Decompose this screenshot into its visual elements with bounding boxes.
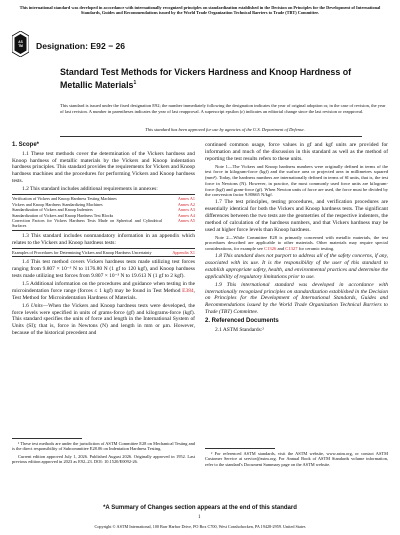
footnote-rule-right	[205, 448, 275, 449]
title-footnote-mark: 1	[133, 79, 137, 86]
annex-code-link[interactable]: Annex A5	[177, 217, 195, 223]
annex-label: Standardization of Vickers and Knoop Hardness Test Blocks	[12, 212, 114, 218]
header-rule	[60, 136, 362, 137]
appendix-code-link[interactable]: Appendix X1	[172, 249, 195, 255]
left-column	[12, 142, 195, 338]
paragraph-1-1: 1.1 These test methods cover the determination of the Vickers hardness and Knoop hardness of metallic materials by the Vickers and Knoop indentation hardness principles. This standard provides the requirements for Vickers and Knoop hardness machines and the procedures for performing Vickers and Knoop hardness tests.	[12, 150, 195, 184]
page-number: 1	[198, 515, 201, 520]
dod-approval-note: This standard has been approved for use by agencies of the U.S. Department of Defense.	[145, 127, 305, 132]
annex-code-link[interactable]: Annex A1	[177, 196, 195, 202]
annex-label: Standardization of Vickers and Knoop Indenters	[12, 207, 93, 213]
designation: Designation: E92 − 26	[36, 41, 126, 51]
annex-label: Vickers and Knoop Hardness Standardizing Machines	[12, 201, 103, 207]
svg-text:AS: AS	[18, 40, 23, 44]
annex-code-link[interactable]: Annex A4	[177, 212, 195, 218]
paragraph-1-7: 1.7 The test principles, testing procedures, and verification procedures are essentially identical for both the Vickers and Knoop hardness tests. The significant differences between the two tests are the geometries of the respective indenters, the method of calculation of the hardness numbers, and that Vickers hardness may be used at higher force levels than Knoop hardness.	[205, 199, 388, 233]
footnote-edition: Current edition approved July 1, 2026. Published August 2026. Originally approved in 1952. Last previous edition approved in 2023 as E92–23. DOI: 10.1520/E0092-26.	[12, 453, 195, 465]
c1327-link[interactable]: C1327	[285, 246, 298, 252]
astm-logo-icon	[12, 31, 29, 57]
scope-heading: 1. Scope*	[12, 142, 40, 148]
paragraph-2-1: 2.1 ASTM Standards:²	[215, 326, 264, 333]
note-2-text: Note 2—While Committee E28 is primarily concerned with metallic materials, the test procedures described are applicable to other materials. Other materials may require special considerations, for example see	[205, 234, 388, 252]
document-title	[60, 67, 380, 90]
paragraph-1-2: 1.2 This standard includes additional requirements in annexes:	[22, 186, 158, 193]
note-2	[205, 235, 388, 252]
c1326-link[interactable]: C1326	[264, 246, 277, 252]
title-text: Standard Test Methods for Vickers Hardness and Knoop Hardness of Metallic Materials	[60, 67, 352, 90]
paragraph-1-5-text: 1.5 Additional information on the procedures and guidance when testing in the microindentation force range (forces ≤ 1 kgf) may be found in Test Method	[12, 280, 195, 294]
annex-label: Verification of Vickers and Knoop Hardness Testing Machines	[12, 196, 117, 202]
paragraph-continued: continued common usage, force values in gf and kgf units are provided for information and much of the discussion in this standard as well as the method of reporting the test results refers to these units.	[205, 142, 388, 162]
annex-table	[12, 194, 195, 230]
copyright-line: Copyright © ASTM International, 100 Barr Harbor Drive, PO Box C700, West Conshohocken, PA 19428-2959. United States	[94, 524, 306, 529]
paragraph-1-5	[12, 281, 195, 301]
footnotes-right	[205, 451, 388, 469]
paragraph-1-4: 1.4 This test method covers Vickers hardness tests made utilizing test forces ranging from 9.807 × 10⁻³ N to 1176.80 N (1 gf to 120 kgf), and Knoop hardness tests made utilizing test forces from 9.807 × 10⁻³ N to 19.613 N (1 gf to 2 kgf).	[12, 259, 195, 279]
annex-label: Correction Factors for Vickers Hardness Tests Made on Spherical and Cylindrical Surfaces	[12, 217, 162, 229]
paragraph-1-9: 1.9 This international standard was developed in accordance with internationally recognized principles on standardization established in the Decision on Principles for the Development of International Standards, Guides and Recommendations issued by the World Trade Organization Technical Barriers to Trade (TBT) Committee.	[205, 281, 388, 316]
annex-code-link[interactable]: Annex A3	[177, 207, 195, 213]
paragraph-1-6	[12, 303, 195, 337]
appendix-label: Examples of Procedures for Determining Vickers and Knoop Hardness Uncertainty	[12, 249, 152, 255]
footnote-rule-left	[12, 438, 82, 439]
appendix-table	[12, 248, 195, 257]
appendix-row	[12, 250, 195, 255]
referenced-documents-heading: 2. Referenced Documents	[205, 317, 279, 324]
paragraph-1-6-units: Units	[30, 302, 43, 309]
paragraph-1-3: 1.3 This standard includes nonmandatory information in an appendix which relates to the Vickers and Knoop hardness tests:	[12, 232, 195, 246]
wto-notice: This international standard was developed in accordance with internationally recognized principles on standardization established in the Decision on Principles for the Development of International Standards, Guides and Recommendations issued by the World Trade Organization Technical Barriers to Trade (TBT) Committee.	[19, 5, 381, 16]
e384-link[interactable]: E384	[182, 287, 194, 294]
annex-row	[12, 218, 195, 229]
note-1: Note 1—The Vickers and Knoop hardness numbers were originally defined in terms of the test force in kilogram-force (kgf) and the surface area or projected area in millimetres squared (mm²). Today, the hardness numbers are internationally defined in terms of SI units, that is, the test force in Newtons (N). However, in practice, the most commonly used force units are kilogram-force (kgf) and gram-force (gf). When Newton units of force are used, the force must be divided by the conversion factor 9.80665 N/kgf.	[205, 163, 388, 198]
standard-note: This standard is issued under the fixed designation E92; the number immediately following the designation indicates the year of original adoption or, in the case of revision, the year of last revision. A number in parentheses indicates the year of last reapproval. A superscript epsilon (ε) indicates an editorial change since the last revision or reapproval.	[60, 103, 386, 114]
right-column	[205, 142, 388, 335]
footnotes-left	[12, 441, 195, 467]
annex-code-link[interactable]: Annex A2	[177, 201, 195, 207]
paragraph-1-8: 1.8 This standard does not purport to address all of the safety concerns, if any, associated with its use. It is the responsibility of the user of this standard to establish appropriate safety, health, and environmental practices and determine the applicability of regulatory limitations prior to use.	[205, 253, 388, 280]
note-2-and: and	[276, 246, 286, 252]
paragraph-1-6-number: 1.6	[22, 302, 31, 309]
paragraph-1-5-text-end: , Test Method for Microindentation Hardness of Materials.	[12, 287, 195, 301]
summary-of-changes-note: *A Summary of Changes section appears at the end of this standard	[103, 505, 297, 511]
note-2-text-end: for ceramic testing.	[297, 246, 335, 252]
svg-text:TM: TM	[18, 44, 23, 48]
footnote-2: ² For referenced ASTM standards, visit the ASTM website, www.astm.org, or contact ASTM Customer Service at service@astm.org. For Annual Book of ASTM Standards volume information, refer to the standard's Document Summary page on the ASTM website.	[205, 451, 388, 467]
footnote-1: ¹ These test methods are under the jurisdiction of ASTM Committee E28 on Mechanical Testing and is the direct responsibility of Subcommittee E28.06 on Indentation Hardness Testing.	[12, 441, 195, 452]
paragraph-1-6-text: —When the Vickers and Knoop hardness tests were developed, the force levels were specified in units of grams-force (gf) and kilograms-force (kgf). This standard specifies the units of force and length in the International System of Units (SI); that is, force in Newtons (N) and length in mm or µm. However, because of the historical precedent and	[12, 302, 195, 336]
